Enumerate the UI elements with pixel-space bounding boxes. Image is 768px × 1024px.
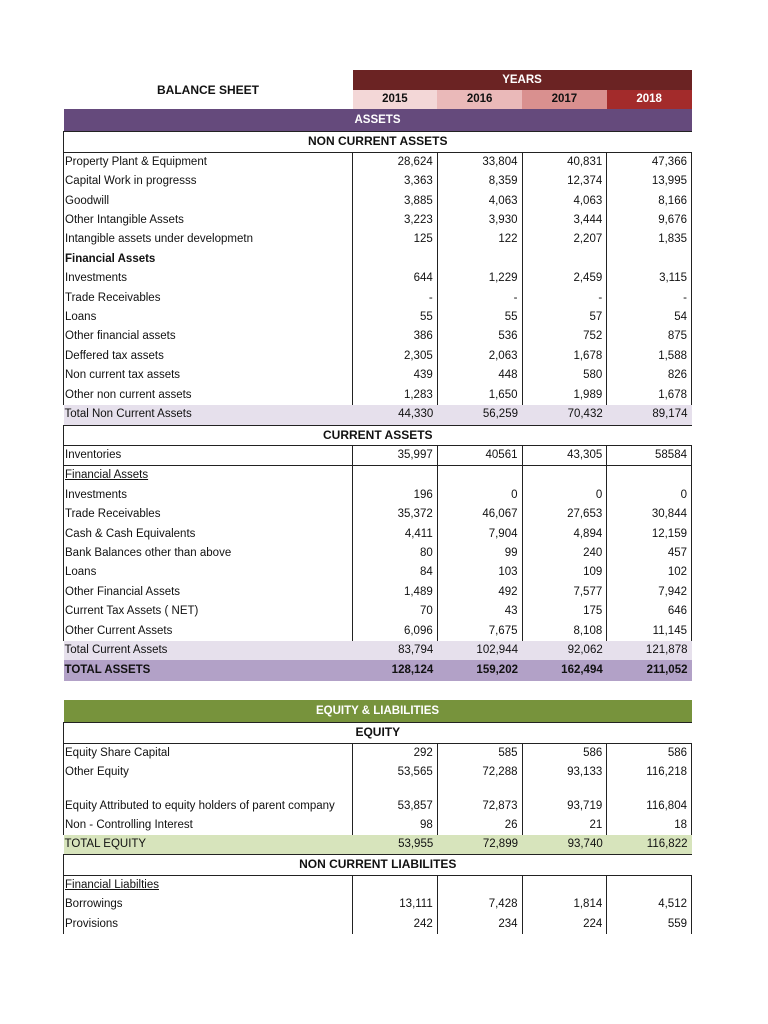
equity-heading-table <box>63 700 692 743</box>
cell-2018: 875 <box>607 327 692 346</box>
cell-2015 <box>353 466 438 486</box>
assets-band: ASSETS <box>64 109 692 132</box>
cell-2016 <box>437 876 522 895</box>
table-row <box>64 153 692 172</box>
table-row <box>64 583 692 602</box>
row-label: Deffered tax assets <box>64 347 353 366</box>
row-label: Financial Liabilties <box>64 876 353 895</box>
cell-2018: 30,844 <box>607 505 692 524</box>
row-label: Other non current assets <box>64 386 353 405</box>
cell-2018: 116,822 <box>607 835 692 854</box>
row-label: Equity Share Capital <box>64 744 353 763</box>
cell-2015: 55 <box>353 308 438 327</box>
cell-2016: 536 <box>437 327 522 346</box>
cell-2018: 102 <box>607 563 692 582</box>
cell-2016: 56,259 <box>437 405 522 424</box>
cell-2018: 116,218 <box>607 763 692 782</box>
cell-2015: 53,565 <box>353 763 438 782</box>
cell-2015: 439 <box>353 366 438 385</box>
cell-2017: 70,432 <box>522 405 607 424</box>
cell-2017: 580 <box>522 366 607 385</box>
cell-2016: 585 <box>437 744 522 763</box>
cell-2016: 0 <box>437 486 522 505</box>
row-label: Investments <box>64 269 353 288</box>
row-label: Trade Receivables <box>64 289 353 308</box>
cell-2018: 13,995 <box>607 172 692 191</box>
cell-2016: 26 <box>437 816 522 835</box>
cell-2018: 18 <box>607 816 692 835</box>
table-row <box>64 816 692 835</box>
cell-2018: 47,366 <box>607 153 692 172</box>
cell-2016: 102,944 <box>437 641 522 660</box>
cell-2017: 0 <box>522 486 607 505</box>
total-assets-row <box>64 660 692 681</box>
row-label: Loans <box>64 563 353 582</box>
section-non-current-liabilities: NON CURRENT LIABILITES <box>64 855 692 875</box>
non-current-assets-rows <box>64 153 692 425</box>
table-row <box>64 269 692 288</box>
cell-2017: 92,062 <box>522 641 607 660</box>
cell-2017: 93,133 <box>522 763 607 782</box>
table-row <box>64 915 692 934</box>
row-label: Other Intangible Assets <box>64 211 353 230</box>
cell-2017: 1,989 <box>522 386 607 405</box>
row-label: Property Plant & Equipment <box>64 153 353 172</box>
table-row <box>64 192 692 211</box>
total-current-assets-row <box>64 641 692 660</box>
cell-2018 <box>607 466 692 486</box>
cell-2018: 646 <box>607 602 692 621</box>
cell-2016: 492 <box>437 583 522 602</box>
cell-2015 <box>353 250 438 269</box>
table-row <box>64 486 692 505</box>
cell-2017: 109 <box>522 563 607 582</box>
row-label: Inventories <box>64 446 353 466</box>
row-label: Trade Receivables <box>64 505 353 524</box>
row-label: Other Current Assets <box>64 622 353 641</box>
cell-2016 <box>437 466 522 486</box>
row-label: Current Tax Assets ( NET) <box>64 602 353 621</box>
cell-2015: 44,330 <box>353 405 438 424</box>
row-label: Financial Assets <box>64 466 353 486</box>
cell-2015: 70 <box>353 602 438 621</box>
table-row <box>64 622 692 641</box>
cell-2018: 0 <box>607 486 692 505</box>
cell-2017: - <box>522 289 607 308</box>
cell-2016: 7,428 <box>437 895 522 914</box>
cell-2015: - <box>353 289 438 308</box>
row-label: Non current tax assets <box>64 366 353 385</box>
cell-2017: 175 <box>522 602 607 621</box>
row-label: Bank Balances other than above <box>64 544 353 563</box>
non-current-assets-table <box>63 153 692 425</box>
row-label: Loans <box>64 308 353 327</box>
row-label: Other financial assets <box>64 327 353 346</box>
cell-2018: 826 <box>607 366 692 385</box>
row-label: Other Equity <box>64 763 353 782</box>
row-label: Capital Work in progresss <box>64 172 353 191</box>
cell-2015: 128,124 <box>353 660 438 681</box>
cell-2017: 2,207 <box>522 230 607 249</box>
row-label: Other Financial Assets <box>64 583 353 602</box>
cell-2015: 196 <box>353 486 438 505</box>
cell-2017: 1,678 <box>522 347 607 366</box>
year-2016: 2016 <box>437 90 522 109</box>
cell-2017 <box>522 250 607 269</box>
row-label: Borrowings <box>64 895 353 914</box>
table-row <box>64 744 692 763</box>
current-assets-heading-table <box>63 425 692 446</box>
table-row <box>64 172 692 191</box>
current-assets-table <box>63 446 692 681</box>
cell-2016 <box>437 250 522 269</box>
row-label: Goodwill <box>64 192 353 211</box>
cell-2018: 8,166 <box>607 192 692 211</box>
cell-2017: 2,459 <box>522 269 607 288</box>
cell-2015: 3,885 <box>353 192 438 211</box>
table-row <box>64 895 692 914</box>
cell-2018: 3,115 <box>607 269 692 288</box>
cell-2016: 234 <box>437 915 522 934</box>
cell-2018: 1,678 <box>607 386 692 405</box>
cell-2016: 55 <box>437 308 522 327</box>
table-row <box>64 327 692 346</box>
cell-2018: 12,159 <box>607 525 692 544</box>
cell-2017: 3,444 <box>522 211 607 230</box>
cell-2015: 28,624 <box>353 153 438 172</box>
row-label: Non - Controlling Interest <box>64 816 353 835</box>
cell-2016: 72,288 <box>437 763 522 782</box>
cell-2015: 292 <box>353 744 438 763</box>
cell-2015: 1,489 <box>353 583 438 602</box>
cell-2018: 4,512 <box>607 895 692 914</box>
cell-2016: 40561 <box>437 446 522 466</box>
cell-2015: 6,096 <box>353 622 438 641</box>
cell-2017: 12,374 <box>522 172 607 191</box>
table-row <box>64 308 692 327</box>
cell-2017: 93,740 <box>522 835 607 854</box>
cell-2018 <box>607 876 692 895</box>
cell-2018: 58584 <box>607 446 692 466</box>
cell-2015: 80 <box>353 544 438 563</box>
year-2018: 2018 <box>607 90 692 109</box>
cell-2018: 121,878 <box>607 641 692 660</box>
table-row <box>64 783 692 816</box>
table-row <box>64 466 692 486</box>
cell-2015: 1,283 <box>353 386 438 405</box>
cell-2018 <box>607 250 692 269</box>
ncl-heading-table <box>63 854 692 875</box>
cell-2015: 125 <box>353 230 438 249</box>
cell-2018: 457 <box>607 544 692 563</box>
cell-2017: 162,494 <box>522 660 607 681</box>
row-label: Financial Assets <box>64 250 353 269</box>
table-row <box>64 230 692 249</box>
section-current-assets: CURRENT ASSETS <box>64 425 692 445</box>
cell-2016: 1,650 <box>437 386 522 405</box>
cell-2015: 4,411 <box>353 525 438 544</box>
balance-sheet-table <box>63 70 692 153</box>
cell-2016: 7,675 <box>437 622 522 641</box>
cell-2017: 93,719 <box>522 783 607 816</box>
header-row <box>64 70 692 90</box>
row-label: Investments <box>64 486 353 505</box>
cell-2015: 53,857 <box>353 783 438 816</box>
sheet-title: BALANCE SHEET <box>156 82 259 97</box>
non-current-liabilities-rows <box>64 876 692 934</box>
cell-2017: 57 <box>522 308 607 327</box>
cell-2016: 99 <box>437 544 522 563</box>
cell-2016: 43 <box>437 602 522 621</box>
cell-2018: 11,145 <box>607 622 692 641</box>
cell-2015: 3,363 <box>353 172 438 191</box>
cell-2016: 7,904 <box>437 525 522 544</box>
table-row <box>64 289 692 308</box>
row-label: Cash & Cash Equivalents <box>64 525 353 544</box>
cell-2017: 21 <box>522 816 607 835</box>
cell-2017: 752 <box>522 327 607 346</box>
table-row <box>64 876 692 895</box>
row-label: TOTAL EQUITY <box>64 835 353 854</box>
table-row <box>64 505 692 524</box>
cell-2016: - <box>437 289 522 308</box>
table-row <box>64 250 692 269</box>
row-label: Provisions <box>64 915 353 934</box>
cell-2017 <box>522 876 607 895</box>
cell-2015: 84 <box>353 563 438 582</box>
cell-2015: 242 <box>353 915 438 934</box>
total-non-current-assets-row <box>64 405 692 424</box>
cell-2016: 103 <box>437 563 522 582</box>
cell-2018: 211,052 <box>607 660 692 681</box>
table-row <box>64 211 692 230</box>
cell-2016: 72,873 <box>437 783 522 816</box>
cell-2016: 3,930 <box>437 211 522 230</box>
cell-2018: 9,676 <box>607 211 692 230</box>
current-assets-rows <box>64 446 692 681</box>
year-2015: 2015 <box>353 90 438 109</box>
cell-2016: 46,067 <box>437 505 522 524</box>
cell-2017 <box>522 466 607 486</box>
table-row <box>64 386 692 405</box>
total-equity-row <box>64 835 692 854</box>
equity-table <box>63 744 692 855</box>
cell-2018: 7,942 <box>607 583 692 602</box>
table-row <box>64 563 692 582</box>
cell-2015: 35,372 <box>353 505 438 524</box>
cell-2015: 386 <box>353 327 438 346</box>
section-equity: EQUITY <box>64 723 692 743</box>
row-label: TOTAL ASSETS <box>64 660 353 681</box>
cell-2015: 2,305 <box>353 347 438 366</box>
equity-rows <box>64 744 692 855</box>
cell-2016: 159,202 <box>437 660 522 681</box>
table-row <box>64 602 692 621</box>
cell-2015: 644 <box>353 269 438 288</box>
section-non-current-assets: NON CURRENT ASSETS <box>64 132 692 152</box>
row-label: Equity Attributed to equity holders of parent company <box>64 783 353 816</box>
year-2017: 2017 <box>522 90 607 109</box>
cell-2017: 8,108 <box>522 622 607 641</box>
cell-2015: 35,997 <box>353 446 438 466</box>
cell-2017: 4,063 <box>522 192 607 211</box>
cell-2017: 7,577 <box>522 583 607 602</box>
table-row <box>64 525 692 544</box>
row-label: Total Non Current Assets <box>64 405 353 424</box>
cell-2016: 72,899 <box>437 835 522 854</box>
table-row <box>64 347 692 366</box>
equity-liabilities-band: EQUITY & LIABILITIES <box>64 700 692 723</box>
cell-2017: 240 <box>522 544 607 563</box>
cell-2015: 3,223 <box>353 211 438 230</box>
cell-2017: 1,814 <box>522 895 607 914</box>
cell-2017: 4,894 <box>522 525 607 544</box>
cell-2018: 116,804 <box>607 783 692 816</box>
cell-2018: 559 <box>607 915 692 934</box>
table-row <box>64 446 692 466</box>
cell-2016: 8,359 <box>437 172 522 191</box>
cell-2015 <box>353 876 438 895</box>
cell-2016: 1,229 <box>437 269 522 288</box>
years-header: YEARS <box>353 70 692 90</box>
cell-2015: 13,111 <box>353 895 438 914</box>
cell-2018: 586 <box>607 744 692 763</box>
cell-2016: 4,063 <box>437 192 522 211</box>
table-row <box>64 544 692 563</box>
cell-2018: 89,174 <box>607 405 692 424</box>
cell-2017: 224 <box>522 915 607 934</box>
cell-2016: 122 <box>437 230 522 249</box>
cell-2018: - <box>607 289 692 308</box>
cell-2017: 43,305 <box>522 446 607 466</box>
cell-2015: 83,794 <box>353 641 438 660</box>
row-label: Intangible assets under developmetn <box>64 230 353 249</box>
cell-2015: 98 <box>353 816 438 835</box>
non-current-liabilities-table <box>63 876 692 934</box>
cell-2018: 1,588 <box>607 347 692 366</box>
table-row <box>64 366 692 385</box>
cell-2018: 1,835 <box>607 230 692 249</box>
balance-sheet <box>63 70 691 934</box>
row-label: Total Current Assets <box>64 641 353 660</box>
cell-2016: 448 <box>437 366 522 385</box>
cell-2016: 2,063 <box>437 347 522 366</box>
cell-2015: 53,955 <box>353 835 438 854</box>
table-row <box>64 763 692 782</box>
cell-2017: 586 <box>522 744 607 763</box>
cell-2017: 40,831 <box>522 153 607 172</box>
cell-2016: 33,804 <box>437 153 522 172</box>
cell-2017: 27,653 <box>522 505 607 524</box>
cell-2018: 54 <box>607 308 692 327</box>
